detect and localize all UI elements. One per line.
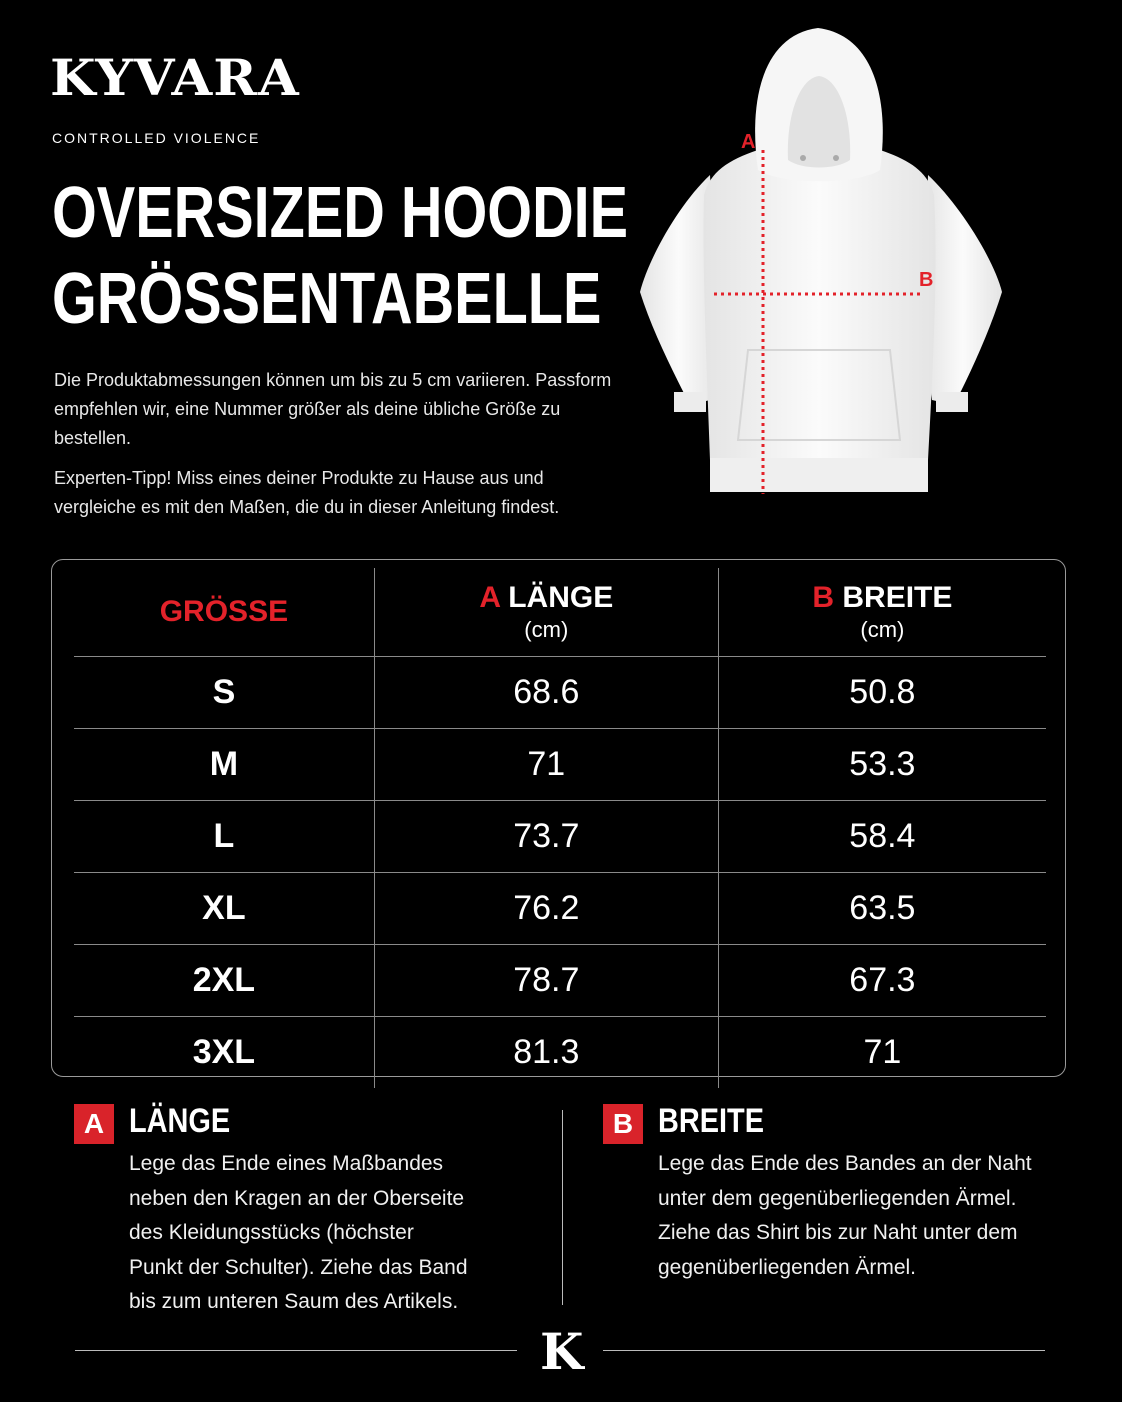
size-cell: 2XL [74, 945, 374, 1017]
instruction-b-text [658, 1147, 1078, 1285]
width-cell: 53.3 [718, 729, 1046, 801]
brand-tagline: CONTROLLED VIOLENCE [52, 130, 261, 146]
header-size [74, 568, 374, 657]
size-cell: XL [74, 873, 374, 945]
length-cell: 68.6 [374, 657, 718, 729]
size-cell: S [74, 657, 374, 729]
instruction-a-line: des Kleidungsstücks (höchster [129, 1221, 414, 1244]
label-b: B [919, 269, 934, 291]
hoodie-diagram [638, 20, 1004, 500]
size-cell: M [74, 729, 374, 801]
size-table-container [51, 559, 1066, 1077]
width-cell: 67.3 [718, 945, 1046, 1017]
header-length-unit: (cm) [524, 617, 569, 642]
instruction-b-line: gegenüberliegenden Ärmel. [658, 1255, 917, 1279]
header-length [374, 568, 718, 657]
length-cell: 81.3 [374, 1017, 718, 1089]
footer-line-right [603, 1350, 1045, 1351]
instruction-a-title: LÄNGE [129, 1102, 231, 1140]
page-title-line1: OVERSIZED HOODIE [52, 173, 629, 253]
badge-a: A [74, 1104, 114, 1144]
footer-monogram: K [540, 1322, 584, 1381]
description-paragraph-1: Die Produktabmessungen können um bis zu 5 cm variieren. Passform empfehlen wir, eine Nummer größer als deine übliche Größe zu bestellen. [54, 370, 612, 448]
width-cell: 63.5 [718, 873, 1046, 945]
table-row [74, 873, 1046, 945]
badge-b: B [603, 1104, 643, 1144]
brand-logo: KYVARA [50, 48, 300, 107]
size-table [74, 568, 1046, 1088]
length-cell: 71 [374, 729, 718, 801]
instruction-b-title: BREITE [658, 1102, 764, 1140]
header-length-letter: A [479, 581, 500, 614]
instruction-b-line: Ziehe das Shirt bis zur Naht unter dem [658, 1221, 1018, 1244]
width-cell: 58.4 [718, 801, 1046, 873]
description-paragraph-2: Experten-Tipp! Miss eines deiner Produkte zu Hause aus und vergleiche es mit den Maßen, die du in dieser Anleitung findest. [54, 468, 560, 517]
length-cell: 73.7 [374, 801, 718, 873]
label-a: A [741, 131, 756, 153]
size-cell: 3XL [192, 1033, 256, 1071]
length-cell: 78.7 [374, 945, 718, 1017]
table-row [74, 1017, 1046, 1089]
table-row [74, 801, 1046, 873]
header-width [718, 568, 1046, 657]
instruction-a-text [129, 1147, 549, 1320]
section-divider [562, 1110, 563, 1305]
instruction-a-line: bis zum unteren Saum des Artikels. [129, 1290, 459, 1313]
page-title [52, 170, 628, 342]
instruction-b-line: Lege das Ende des Bandes an der Naht [658, 1152, 1032, 1175]
width-cell: 71 [718, 1017, 1046, 1089]
header-width-letter: B [812, 581, 835, 614]
page-title-line2: GRÖSSENTABELLE [52, 259, 602, 339]
header-width-label: BREITE [842, 581, 953, 614]
size-cell: L [74, 801, 374, 873]
length-cell: 76.2 [374, 873, 718, 945]
footer-line-left [75, 1350, 517, 1351]
header-size-label: GRÖSSE [159, 595, 289, 628]
header-width-unit: (cm) [860, 617, 905, 642]
table-header-row [74, 568, 1046, 657]
table-row [74, 657, 1046, 729]
instruction-a-line: Lege das Ende eines Maßbandes [129, 1152, 444, 1175]
instruction-a-line: Punkt der Schulter). Ziehe das Band [129, 1255, 468, 1279]
table-row [74, 945, 1046, 1017]
width-cell: 50.8 [718, 657, 1046, 729]
hoodie-shape [640, 28, 1002, 492]
header-length-label: LÄNGE [508, 581, 614, 614]
instruction-a-line: neben den Kragen an der Oberseite [129, 1186, 465, 1210]
table-row [74, 729, 1046, 801]
instruction-b-line: unter dem gegenüberliegenden Ärmel. [658, 1186, 1017, 1210]
